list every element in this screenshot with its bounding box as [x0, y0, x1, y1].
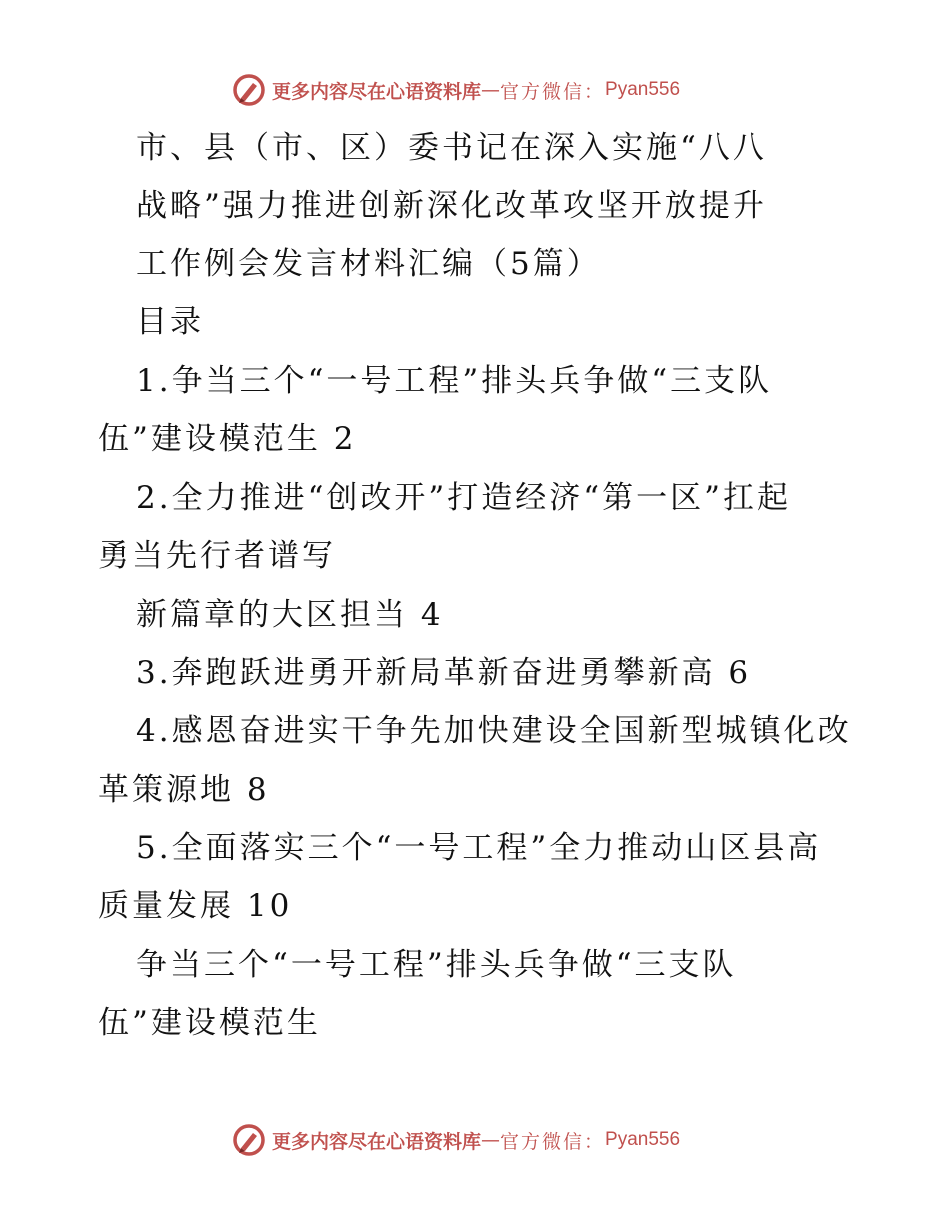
banner-contact-label: 官方微信： — [500, 80, 606, 103]
pen-logo-icon — [232, 73, 266, 107]
document-title-line-3: 工作例会发言材料汇编（5篇） — [136, 246, 601, 282]
section-heading-line-2: 伍”建设模范生 — [98, 1005, 321, 1041]
document-title-line-1: 市、县（市、区）委书记在深入实施“八八 — [136, 130, 767, 166]
section-heading-line-1: 争当三个“一号工程”排头兵争做“三支队 — [136, 947, 737, 983]
banner-text: 更多内容尽在心语资料库 — [272, 80, 482, 103]
footer-banner — [232, 1120, 680, 1160]
toc-entry-1-line-1: 1.争当三个“一号工程”排头兵争做“三支队 — [136, 363, 773, 399]
banner-contact-id: Pyan556 — [605, 79, 681, 100]
toc-entry-5-line-2: 质量发展 10 — [98, 888, 293, 924]
toc-entry-5-line-1: 5.全面落实三个“一号工程”全力推动山区县高 — [136, 830, 822, 866]
banner-contact-id: Pyan556 — [605, 1129, 681, 1150]
header-banner — [232, 70, 680, 110]
banner-separator: — — [481, 1129, 501, 1151]
banner-text: 更多内容尽在心语资料库 — [272, 1130, 482, 1153]
toc-entry-3: 3.奔跑跃进勇开新局革新奋进勇攀新高 6 — [136, 655, 752, 691]
toc-entry-4-line-2: 革策源地 8 — [98, 772, 270, 808]
toc-entry-4-line-1: 4.感恩奋进实干争先加快建设全国新型城镇化改 — [136, 713, 852, 749]
toc-heading: 目录 — [136, 304, 204, 340]
pen-logo-icon — [232, 1123, 266, 1157]
toc-entry-2-line-3: 新篇章的大区担当 4 — [136, 597, 444, 633]
banner-contact-label: 官方微信： — [500, 1130, 606, 1153]
document-title-line-2: 战略”强力推进创新深化改革攻坚开放提升 — [136, 188, 767, 224]
toc-entry-1-line-2: 伍”建设模范生 2 — [98, 421, 357, 457]
toc-entry-2-line-2: 勇当先行者谱写 — [98, 538, 336, 574]
banner-separator: — — [481, 79, 501, 101]
toc-entry-2-line-1: 2.全力推进“创改开”打造经济“第一区”扛起 — [136, 480, 791, 516]
